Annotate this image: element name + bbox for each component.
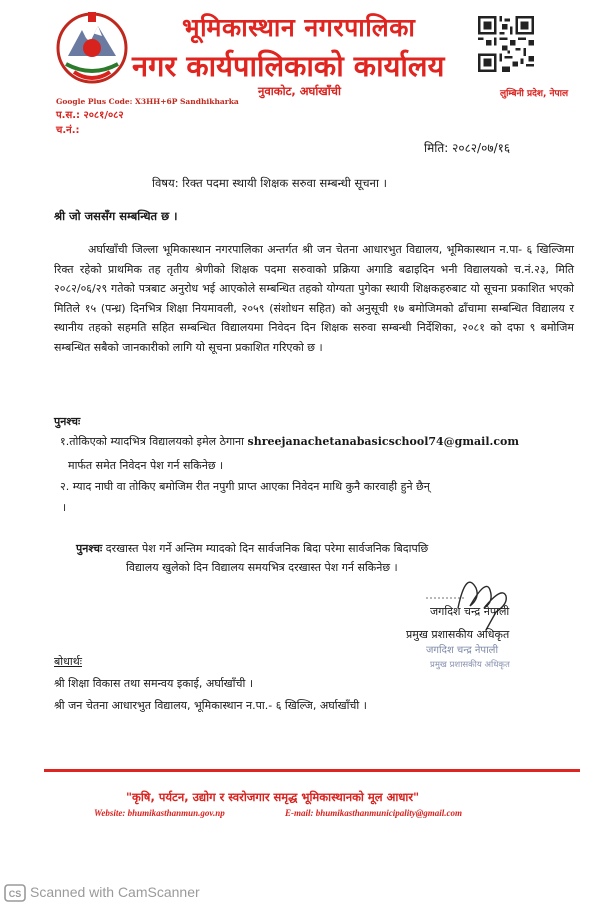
google-plus-code: Google Plus Code: X3HH+6P Sandhikharka — [56, 97, 239, 106]
list-item: २. म्याद नाघी वा तोकिए बमोजिम रीत नपुगी प्राप्त आएका निवेदन माथि कुनै कारवाही हुने छैन् — [60, 480, 430, 493]
letter-greeting: श्री जो जससँग सम्बन्धित छ । — [54, 209, 178, 223]
note-line1: दरखास्त पेश गर्ने अन्तिम म्यादको दिन सार्वजनिक बिदा परेमा सार्वजनिक बिदापछि — [105, 542, 429, 555]
qr-code-icon — [478, 14, 534, 74]
note-line2: विद्यालय खुलेको दिन विद्यालय समयभित्र दरखास्त पेश गर्न सकिनेछ । — [126, 561, 398, 574]
ps-number: प.स.: २०८१/०८२ — [56, 110, 124, 121]
item1-text: १.तोकिएको म्यादभित्र विद्यालयको इमेल ठेगाना — [60, 435, 244, 448]
bodharth-label: बोधार्थः — [54, 655, 82, 668]
punashcha-label: पुनश्चः — [54, 415, 81, 428]
signatory-name: जगदिश चन्द्र नेपाली — [430, 605, 510, 618]
scanner-watermark: Scanned with CamScanner — [30, 884, 200, 900]
footer-divider — [44, 769, 580, 772]
footer-email: E-mail: bhumikasthanmunicipality@gmail.com — [285, 808, 463, 818]
cc-item: श्री शिक्षा विकास तथा समन्वय इकाई, अर्घाखाँची । — [54, 677, 254, 690]
svg-text:CS: CS — [8, 889, 22, 899]
footer-website: Website: bhumikasthanmun.gov.np — [94, 808, 225, 818]
signatory-title: प्रमुख प्रशासकीय अधिकृत — [406, 628, 510, 641]
stamp-title: प्रमुख प्रशासकीय अधिकृत — [430, 660, 510, 670]
stamp-name: जगदिश चन्द्र नेपाली — [426, 645, 499, 656]
list-item — [60, 434, 519, 449]
item2-continuation: । — [62, 501, 67, 514]
province-label: लुम्बिनी प्रदेश, नेपाल — [500, 89, 569, 99]
signature-scribble — [406, 568, 556, 636]
note-label: पुनश्चः — [76, 542, 103, 555]
footer-slogan: "कृषि, पर्यटन, उद्योग र स्वरोजगार समृद्ध भूमिकास्थानको मूल आधार" — [126, 790, 420, 804]
camscanner-logo-icon — [4, 884, 26, 902]
office-title: नगर कार्यपालिकाको कार्यालय — [132, 49, 445, 83]
office-address: नुवाकोट, अर्घाखाँची — [258, 84, 341, 98]
letter-subject: विषय: रिक्त पदमा स्थायी शिक्षक सरुवा सम्बन्धी सूचना । — [152, 176, 387, 190]
letter-body-text: अर्घाखाँची जिल्ला भूमिकास्थान नगरपालिका अन्तर्गत श्री जन चेतना आधारभुत विद्यालय, भूमिकास्थान न.पा- ६ खिल्जिमा रिक्त रहेको प्राथमिक तह तृतीय श्रेणीको शिक्षक पदमा सरुवाको प्रक्रिया अगाडि बढाइदिन भनी विद्यालयको च.नं.२३, मिति २०८२/०६/२९ गतेको पत्रबाट अनुरोध भई आएकोले सम्बन्धित तहको योग्यता पुगेका स्थायी शिक्षकहरुबाट यो सूचना प्रकाशित भएको मितिले १५ (पन्ध्र) दिनभित्र शिक्षा नियमावली, २०५९ (संशोधन सहित) को अनुसूची १७ बमोजिमको ढाँचामा सम्बन्धित विद्यालय र स्थानीय तहको सहमति सहित सम्बन्धित विद्यालयमा निवेदन दिन शिक्षक सरुवा सम्बन्धी निर्देशिका, २०८१ को दफा ९ बमोजिम सम्बन्धित सबैको जानकारीको लागि यो सूचना प्रकाशित गरिएको छ । — [54, 243, 574, 354]
cc-item: श्री जन चेतना आधारभुत विद्यालय, भूमिकास्थान न.पा.- ६ खिल्जि, अर्घाखाँची । — [54, 699, 367, 712]
school-email: shreejanachetanabasicschool74@gmail.com — [247, 435, 519, 448]
item1-continuation: मार्फत समेत निवेदन पेश गर्न सकिनेछ । — [68, 459, 224, 472]
letter-date: मिति: २०८२/०७/१६ — [424, 141, 511, 155]
nepal-emblem-icon — [54, 8, 130, 88]
cn-number: च.नं.: — [56, 125, 80, 136]
letter-body — [54, 240, 574, 358]
municipality-title: भूमिकास्थान नगरपालिका — [182, 13, 416, 42]
